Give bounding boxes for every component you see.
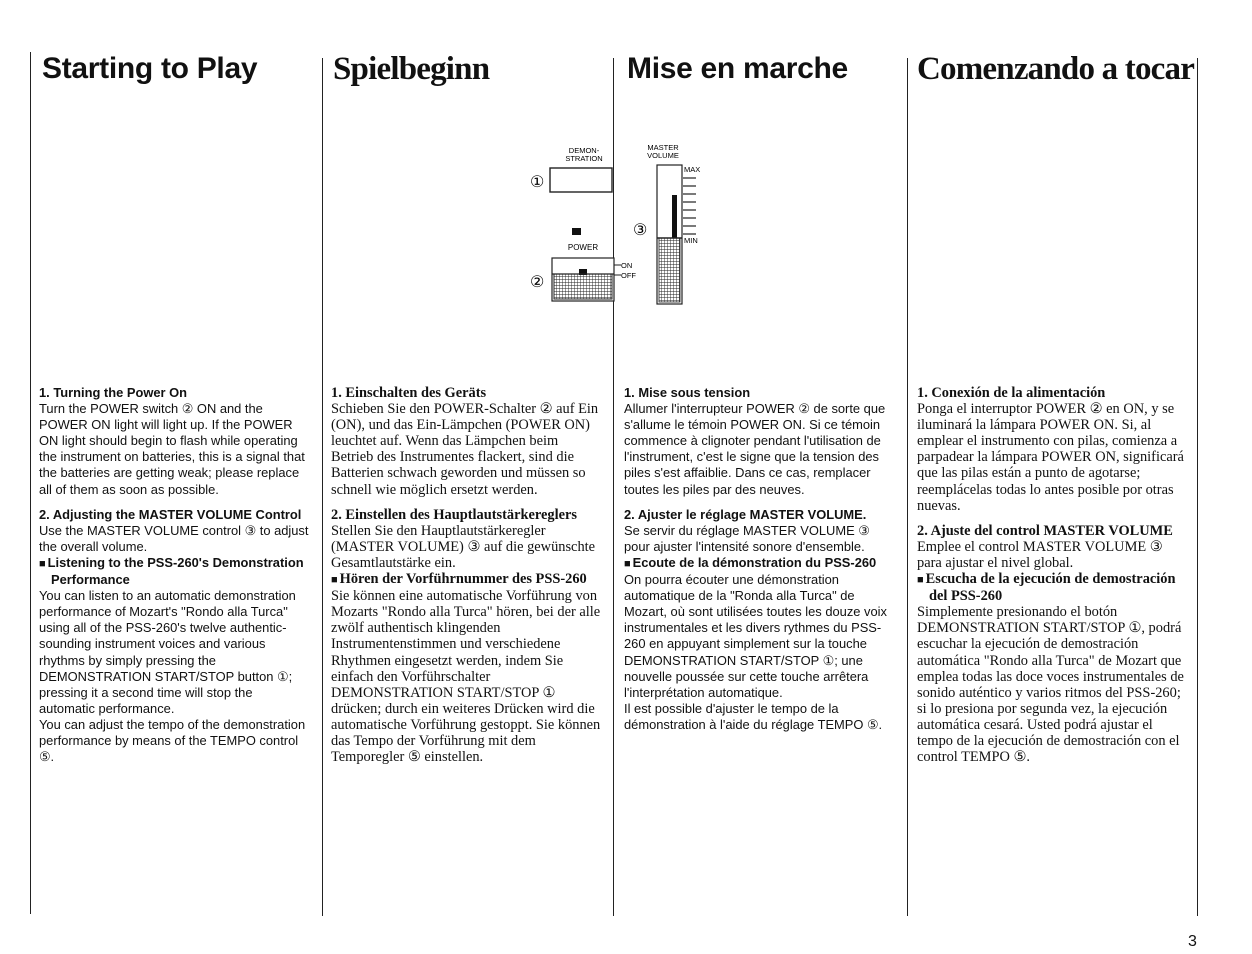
master-volume-slider[interactable] xyxy=(657,165,682,304)
de-text-demonstration: Sie können eine automatische Vorführung von Mozarts "Rondo alla Turca" hören, bei der alle zwölf authentisch klingenden Instrumentenstimmen und verschiedene Rhythmen eingesetzt werden, indem Sie einfach den Vorführschalter DEMONSTRATION START/STOP ① drücken; durch ein weiteres Drücken wird die automatische Vorführung gestoppt. Sie können das Tempo der Vorführung mit dem Temporegler ⑤ einstellen. xyxy=(331,588,601,766)
title-spanish: Comenzando a tocar xyxy=(917,51,1195,87)
es-heading-power-on: 1. Conexión de la alimentación xyxy=(917,385,1106,401)
switch-off-label: OFF xyxy=(621,271,636,280)
fr-text-master-volume: Se servir du réglage MASTER VOLUME ③ pour ajuster l'intensité sonore d'ensemble. xyxy=(624,522,870,554)
en-heading-master-volume: 2. Adjusting the MASTER VOLUME Control xyxy=(39,506,302,522)
fr-text-power-on: Allumer l'interrupteur POWER ② de sorte que s'allume le témoin POWER ON. Si ce témoin commence à clignoter pendant l'utilisation de l'instrument, c'est le signe que la tension des piles s'est affaiblie. Dans ce cas, remplacer toutes les piles par des neuves. xyxy=(624,401,886,497)
marker-1: ① xyxy=(530,174,545,191)
column-rule-5 xyxy=(1197,58,1198,916)
column-german xyxy=(331,385,601,765)
de-text-master-volume: Stellen Sie den Hauptlautstärkeregler (MASTER VOLUME) ③ auf die gewünschte Gesamtlautstärke ein. xyxy=(331,522,596,571)
title-german: Spielbeginn xyxy=(333,51,490,87)
column-french xyxy=(624,385,896,733)
column-english xyxy=(39,385,309,765)
fr-text-tempo: Il est possible d'ajuster le tempo de la démonstration à l'aide du réglage TEMPO ⑤. xyxy=(624,700,883,732)
fr-heading-demonstration: ■ Ecoute de la démonstration du PSS-260 xyxy=(624,555,896,572)
volume-min-label: MIN xyxy=(684,236,698,245)
en-text-tempo: You can adjust the tempo of the demonstration performance by means of the TEMPO control ⑤. xyxy=(39,716,306,765)
column-rule-2 xyxy=(322,58,323,916)
de-text-power-on: Schieben Sie den POWER-Schalter ② auf Ein (ON), und das Ein-Lämpchen (POWER ON) leuchtet auf. Wenn das Lämpchen beim Betrieb des Instrumentes flackert, sind die Batterien schwach geworden und müssen so schnell wie möglich ersetzt werden. xyxy=(331,401,599,498)
master-volume-label-line1: MASTER xyxy=(647,143,679,152)
fr-heading-power-on: 1. Mise sous tension xyxy=(624,385,751,400)
title-french: Mise en marche xyxy=(627,52,848,85)
en-text-power-on: Turn the POWER switch ② ON and the POWER ON light will light up. If the POWER ON light should begin to flash while operating the instrument on batteries, this is a signal that the batteries are getting weak; please replace all of them as soon as possible. xyxy=(39,401,305,497)
volume-max-label: MAX xyxy=(684,165,701,174)
switch-on-label: ON xyxy=(621,261,633,270)
marker-2: ② xyxy=(530,274,545,291)
fr-heading-master-volume: 2. Ajuster le réglage MASTER VOLUME. xyxy=(624,506,867,522)
volume-scale-ticks xyxy=(683,178,696,234)
demonstration-button[interactable] xyxy=(550,168,612,192)
es-text-demonstration: Simplemente presionando el botón DEMONSTRATION START/STOP ①, podrá escuchar la ejecución de demostración automática "Rondo alla Turca" de Mozart que emplea todas las doce voces instrumentales de sonido auténtico y varios ritmos del PSS-260; si lo presiona por segunda vez, la ejecución automática cesará. Usted podrá ajustar el tempo de la ejecución de demostración con el control TEMPO ⑤. xyxy=(917,604,1184,766)
es-text-master-volume: Emplee el control MASTER VOLUME ③ para ajustar el nivel global. xyxy=(917,538,1163,571)
fr-text-demonstration: On pourra écouter une démonstration automatique de la "Ronda alla Turca" de Mozart, où sont utilisées toutes les douze voix instrumentales et les divers rythmes du PSS-260 en appuyant simplement sur la touche DEMONSTRATION START/STOP ①; une nouvelle poussée sur cette touche arrêtera l'interprétation automatique. xyxy=(624,572,887,700)
title-english: Starting to Play xyxy=(42,52,258,85)
column-rule-4 xyxy=(907,58,908,916)
es-heading-demonstration: ■ Escucha de la ejecución de demostración del PSS-260 xyxy=(917,571,1187,604)
column-spanish xyxy=(917,385,1187,765)
es-heading-master-volume: 2. Ajuste del control MASTER VOLUME xyxy=(917,522,1173,539)
marker-3: ③ xyxy=(633,222,648,239)
power-label: POWER xyxy=(567,243,599,252)
en-heading-power-on: 1. Turning the Power On xyxy=(39,385,188,400)
en-heading-demonstration: ■ Listening to the PSS-260's Demonstration Performance xyxy=(39,555,309,588)
en-text-demonstration: You can listen to an automatic demonstration performance of Mozart's "Rondo alla Turca" using all of the PSS-260's twelve authentic-sounding instrument voices and various rhythms by simply pressing the DEMONSTRATION START/STOP button ①; pressing it a second time will stop the automatic performance. xyxy=(39,588,296,716)
power-switch[interactable] xyxy=(552,258,614,301)
control-panel-diagram xyxy=(490,135,730,315)
de-heading-power-on: 1. Einschalten des Geräts xyxy=(331,385,487,401)
de-heading-master-volume: 2. Einstellen des Hauptlautstärkereglers xyxy=(331,506,577,523)
es-text-power-on: Ponga el interruptor POWER ② en ON, y se iluminará la lámpara POWER ON. Si, al emplear el instrumento con pilas, comienza a parpadear la lámpara POWER ON, significará que las pilas están a punto de agotarse; reemplácelas todas lo antes posible por otras nuevas. xyxy=(917,401,1184,514)
power-on-lamp xyxy=(572,228,581,235)
page-number: 3 xyxy=(1188,933,1197,950)
de-heading-demonstration: ■ Hören der Vorführnummer des PSS-260 xyxy=(331,571,601,588)
demonstration-label-line1: DEMON- xyxy=(568,146,600,155)
column-rule-1 xyxy=(30,52,31,914)
master-volume-label-line2: VOLUME xyxy=(647,151,679,160)
en-text-master-volume: Use the MASTER VOLUME control ③ to adjust the overall volume. xyxy=(39,522,309,554)
demonstration-label-line2: STRATION xyxy=(565,154,603,163)
